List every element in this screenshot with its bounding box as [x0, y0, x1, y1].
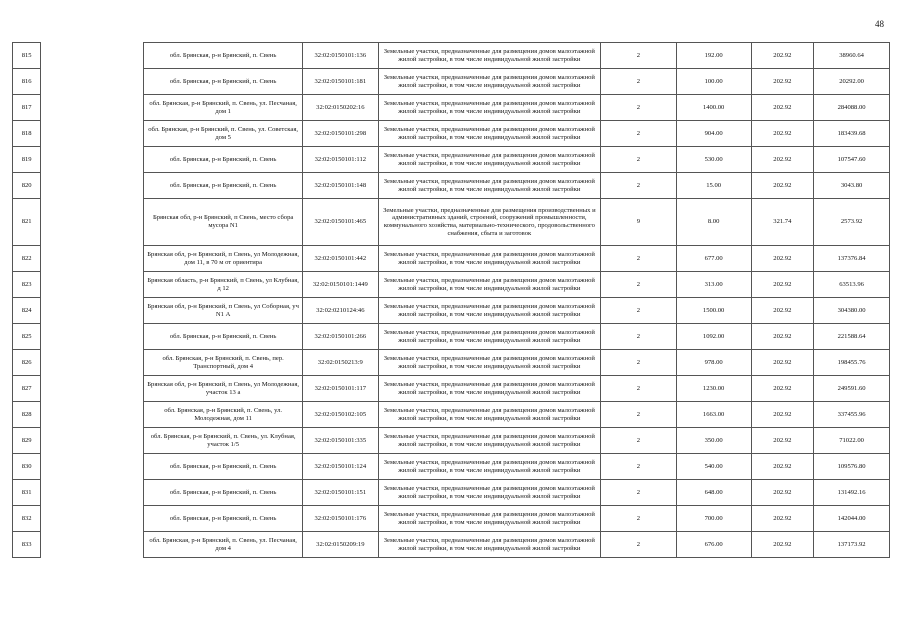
row-spacer-cell — [41, 506, 144, 532]
use-code-cell: 2 — [600, 454, 676, 480]
table-row — [13, 246, 890, 272]
rate-cell: 202.92 — [751, 532, 814, 558]
cadastral-number-cell: 32:02:0150101:298 — [302, 121, 378, 147]
address-cell: обл. Брянская, р-н Брянский, п. Свень — [144, 506, 303, 532]
row-number-cell: 828 — [13, 402, 41, 428]
table-row — [13, 350, 890, 376]
land-use-cell: Земельные участки, предназначенные для размещения домов малоэтажной жилой застройки, в том числе индивидуальной жилой застройки — [378, 147, 600, 173]
area-cell: 100.00 — [676, 69, 751, 95]
address-cell: Брянская обл, р-н Брянский, п Свень, ул Соборная, уч N1 А — [144, 298, 303, 324]
use-code-cell: 2 — [600, 43, 676, 69]
use-code-cell: 2 — [600, 298, 676, 324]
area-cell: 15.00 — [676, 173, 751, 199]
address-cell: обл. Брянская, р-н Брянский, п. Свень, ул. Молодежная, дом 11 — [144, 402, 303, 428]
area-cell: 1400.00 — [676, 95, 751, 121]
row-spacer-cell — [41, 428, 144, 454]
land-use-cell: Земельные участки, предназначенные для размещения домов малоэтажной жилой застройки, в том числе индивидуальной жилой застройки — [378, 324, 600, 350]
cadastral-value-cell: 183439.68 — [814, 121, 890, 147]
use-code-cell: 2 — [600, 95, 676, 121]
area-cell: 192.00 — [676, 43, 751, 69]
cadastral-value-cell: 63513.96 — [814, 272, 890, 298]
address-cell: обл. Брянская, р-н Брянский, п. Свень, ул. Песчаная, дом 4 — [144, 532, 303, 558]
address-cell: обл. Брянская, р-н Брянский, п. Свень, ул. Клубная, участок 1/5 — [144, 428, 303, 454]
cadastral-value-cell: 2573.92 — [814, 199, 890, 246]
use-code-cell: 2 — [600, 121, 676, 147]
row-number-cell: 832 — [13, 506, 41, 532]
use-code-cell: 9 — [600, 199, 676, 246]
cadastral-value-cell: 142044.00 — [814, 506, 890, 532]
address-cell: обл. Брянская, р-н Брянский, п. Свень — [144, 173, 303, 199]
rate-cell: 202.92 — [751, 376, 814, 402]
cadastral-number-cell: 32:02:0150101:442 — [302, 246, 378, 272]
table-row — [13, 298, 890, 324]
rate-cell: 202.92 — [751, 95, 814, 121]
cadastral-number-cell: 32:02:0150101:151 — [302, 480, 378, 506]
cadastral-number-cell: 32:02:0150101:335 — [302, 428, 378, 454]
rate-cell: 202.92 — [751, 246, 814, 272]
row-spacer-cell — [41, 324, 144, 350]
land-use-cell: Земельные участки, предназначенные для размещения домов малоэтажной жилой застройки, в том числе индивидуальной жилой застройки — [378, 350, 600, 376]
row-number-cell: 825 — [13, 324, 41, 350]
cadastral-number-cell: 32:02:0150101:124 — [302, 454, 378, 480]
rate-cell: 202.92 — [751, 69, 814, 95]
row-number-cell: 829 — [13, 428, 41, 454]
cadastral-value-cell: 304380.00 — [814, 298, 890, 324]
land-use-cell: Земельные участки, предназначенные для размещения домов малоэтажной жилой застройки, в том числе индивидуальной жилой застройки — [378, 43, 600, 69]
row-number-cell: 824 — [13, 298, 41, 324]
use-code-cell: 2 — [600, 272, 676, 298]
row-spacer-cell — [41, 272, 144, 298]
cadastral-value-cell: 38960.64 — [814, 43, 890, 69]
table-row — [13, 147, 890, 173]
row-number-cell: 820 — [13, 173, 41, 199]
cadastral-number-cell: 32:02:0150101:266 — [302, 324, 378, 350]
land-use-cell: Земельные участки, предназначенные для размещения домов малоэтажной жилой застройки, в том числе индивидуальной жилой застройки — [378, 173, 600, 199]
use-code-cell: 2 — [600, 532, 676, 558]
row-number-cell: 821 — [13, 199, 41, 246]
row-number-cell: 822 — [13, 246, 41, 272]
table-row — [13, 272, 890, 298]
area-cell: 540.00 — [676, 454, 751, 480]
area-cell: 8.00 — [676, 199, 751, 246]
row-spacer-cell — [41, 147, 144, 173]
rate-cell: 202.92 — [751, 454, 814, 480]
row-spacer-cell — [41, 402, 144, 428]
table-row — [13, 121, 890, 147]
cadastral-value-cell: 71022.00 — [814, 428, 890, 454]
row-number-cell: 816 — [13, 69, 41, 95]
rate-cell: 202.92 — [751, 480, 814, 506]
row-number-cell: 817 — [13, 95, 41, 121]
address-cell: обл. Брянская, р-н Брянский, п. Свень, пер. Транспортный, дом 4 — [144, 350, 303, 376]
rate-cell: 202.92 — [751, 173, 814, 199]
table-row — [13, 480, 890, 506]
land-use-cell: Земельные участки, предназначенные для размещения домов малоэтажной жилой застройки, в том числе индивидуальной жилой застройки — [378, 246, 600, 272]
cadastral-number-cell: 32:02:0150202:16 — [302, 95, 378, 121]
land-use-cell: Земельные участки, предназначенные для размещения домов малоэтажной жилой застройки, в том числе индивидуальной жилой застройки — [378, 402, 600, 428]
cadastral-number-cell: 32:02:0150101:176 — [302, 506, 378, 532]
cadastral-value-cell: 3043.80 — [814, 173, 890, 199]
use-code-cell: 2 — [600, 147, 676, 173]
cadastral-number-cell: 32:02:0150101:136 — [302, 43, 378, 69]
row-spacer-cell — [41, 376, 144, 402]
cadastral-number-cell: 32:02:0150209:19 — [302, 532, 378, 558]
use-code-cell: 2 — [600, 402, 676, 428]
table-row — [13, 506, 890, 532]
row-spacer-cell — [41, 480, 144, 506]
cadastral-value-cell: 137376.84 — [814, 246, 890, 272]
land-use-cell: Земельные участки, предназначенные для размещения домов малоэтажной жилой застройки, в том числе индивидуальной жилой застройки — [378, 121, 600, 147]
rate-cell: 202.92 — [751, 147, 814, 173]
table-row — [13, 43, 890, 69]
land-use-cell: Земельные участки, предназначенные для размещения домов малоэтажной жилой застройки, в том числе индивидуальной жилой застройки — [378, 272, 600, 298]
row-spacer-cell — [41, 298, 144, 324]
cadastral-value-cell: 337455.96 — [814, 402, 890, 428]
address-cell: Брянская обл, р-н Брянский, п Свень, место сбора мусора N1 — [144, 199, 303, 246]
use-code-cell: 2 — [600, 428, 676, 454]
cadastral-value-cell: 109576.80 — [814, 454, 890, 480]
row-number-cell: 818 — [13, 121, 41, 147]
table-row — [13, 454, 890, 480]
cadastral-number-cell: 32:02:0150101:1449 — [302, 272, 378, 298]
cadastral-number-cell: 32:02:0150101:117 — [302, 376, 378, 402]
row-spacer-cell — [41, 43, 144, 69]
table-row — [13, 532, 890, 558]
cadastral-value-cell: 284088.00 — [814, 95, 890, 121]
area-cell: 1092.00 — [676, 324, 751, 350]
area-cell: 1663.00 — [676, 402, 751, 428]
row-number-cell: 826 — [13, 350, 41, 376]
rate-cell: 202.92 — [751, 272, 814, 298]
page-number: 48 — [875, 19, 884, 29]
rate-cell: 202.92 — [751, 43, 814, 69]
cadastral-number-cell: 32:02:0150101:465 — [302, 199, 378, 246]
land-use-cell: Земельные участки, предназначенные для размещения домов малоэтажной жилой застройки, в том числе индивидуальной жилой застройки — [378, 95, 600, 121]
area-cell: 978.00 — [676, 350, 751, 376]
row-number-cell: 827 — [13, 376, 41, 402]
address-cell: обл. Брянская, р-н Брянский, п. Свень, ул. Песчаная, дом 1 — [144, 95, 303, 121]
area-cell: 700.00 — [676, 506, 751, 532]
row-spacer-cell — [41, 199, 144, 246]
rate-cell: 202.92 — [751, 121, 814, 147]
cadastral-value-cell: 221588.64 — [814, 324, 890, 350]
land-use-cell: Земельные участки, предназначенные для размещения домов малоэтажной жилой застройки, в том числе индивидуальной жилой застройки — [378, 428, 600, 454]
address-cell: Брянская обл, р-н Брянский, п Свень, ул Молодежная, дом 11, в 70 м от ориентира — [144, 246, 303, 272]
table-row — [13, 199, 890, 246]
area-cell: 1500.00 — [676, 298, 751, 324]
area-cell: 904.00 — [676, 121, 751, 147]
address-cell: обл. Брянская, р-н Брянский, п. Свень — [144, 454, 303, 480]
land-use-cell: Земельные участки, предназначенные для размещения домов малоэтажной жилой застройки, в том числе индивидуальной жилой застройки — [378, 376, 600, 402]
row-spacer-cell — [41, 95, 144, 121]
rate-cell: 202.92 — [751, 402, 814, 428]
cadastral-value-cell: 20292.00 — [814, 69, 890, 95]
row-spacer-cell — [41, 454, 144, 480]
area-cell: 676.00 — [676, 532, 751, 558]
table-row — [13, 324, 890, 350]
use-code-cell: 2 — [600, 506, 676, 532]
use-code-cell: 2 — [600, 69, 676, 95]
use-code-cell: 2 — [600, 350, 676, 376]
table-row — [13, 173, 890, 199]
row-number-cell: 830 — [13, 454, 41, 480]
land-plots-table — [12, 42, 890, 558]
cadastral-value-cell: 107547.60 — [814, 147, 890, 173]
cadastral-value-cell: 198455.76 — [814, 350, 890, 376]
table-row — [13, 376, 890, 402]
cadastral-number-cell: 32:02:0150101:148 — [302, 173, 378, 199]
cadastral-number-cell: 32:02:0150101:112 — [302, 147, 378, 173]
rate-cell: 202.92 — [751, 428, 814, 454]
land-use-cell: Земельные участки, предназначенные для размещения домов малоэтажной жилой застройки, в том числе индивидуальной жилой застройки — [378, 480, 600, 506]
land-use-cell: Земельные участки, предназначенные для размещения домов малоэтажной жилой застройки, в том числе индивидуальной жилой застройки — [378, 532, 600, 558]
land-use-cell: Земельные участки, предназначенные для размещения производственных и административных зданий, строений, сооружений промышленности, коммунального хозяйства, материально-технического, продовольственного снабжения, сбыта и заготовок — [378, 199, 600, 246]
table-row — [13, 428, 890, 454]
address-cell: обл. Брянская, р-н Брянский, п. Свень — [144, 69, 303, 95]
use-code-cell: 2 — [600, 324, 676, 350]
land-use-cell: Земельные участки, предназначенные для размещения домов малоэтажной жилой застройки, в том числе индивидуальной жилой застройки — [378, 454, 600, 480]
address-cell: обл. Брянская, р-н Брянский, п. Свень — [144, 324, 303, 350]
address-cell: обл. Брянская, р-н Брянский, п. Свень, ул. Советская, дом 5 — [144, 121, 303, 147]
row-number-cell: 815 — [13, 43, 41, 69]
land-use-cell: Земельные участки, предназначенные для размещения домов малоэтажной жилой застройки, в том числе индивидуальной жилой застройки — [378, 298, 600, 324]
use-code-cell: 2 — [600, 376, 676, 402]
row-number-cell: 833 — [13, 532, 41, 558]
cadastral-value-cell: 131492.16 — [814, 480, 890, 506]
cadastral-number-cell: 32:02:0210124:46 — [302, 298, 378, 324]
row-spacer-cell — [41, 69, 144, 95]
row-number-cell: 819 — [13, 147, 41, 173]
cadastral-number-cell: 32:02:0150102:105 — [302, 402, 378, 428]
area-cell: 648.00 — [676, 480, 751, 506]
area-cell: 677.00 — [676, 246, 751, 272]
area-cell: 350.00 — [676, 428, 751, 454]
row-spacer-cell — [41, 350, 144, 376]
area-cell: 1230.00 — [676, 376, 751, 402]
table-row — [13, 95, 890, 121]
address-cell: Брянская обл, р-н Брянский, п Свень, ул Молодежная, участок 13 а — [144, 376, 303, 402]
cadastral-value-cell: 249591.60 — [814, 376, 890, 402]
rate-cell: 202.92 — [751, 506, 814, 532]
row-spacer-cell — [41, 173, 144, 199]
rate-cell: 321.74 — [751, 199, 814, 246]
row-spacer-cell — [41, 121, 144, 147]
row-number-cell: 823 — [13, 272, 41, 298]
cadastral-number-cell: 32:02:0150101:181 — [302, 69, 378, 95]
address-cell: обл. Брянская, р-н Брянский, п. Свень — [144, 480, 303, 506]
area-cell: 530.00 — [676, 147, 751, 173]
rate-cell: 202.92 — [751, 350, 814, 376]
rate-cell: 202.92 — [751, 298, 814, 324]
table-row — [13, 402, 890, 428]
use-code-cell: 2 — [600, 173, 676, 199]
use-code-cell: 2 — [600, 480, 676, 506]
row-spacer-cell — [41, 532, 144, 558]
row-spacer-cell — [41, 246, 144, 272]
rate-cell: 202.92 — [751, 324, 814, 350]
address-cell: обл. Брянская, р-н Брянский, п. Свень — [144, 43, 303, 69]
table-row — [13, 69, 890, 95]
cadastral-value-cell: 137173.92 — [814, 532, 890, 558]
use-code-cell: 2 — [600, 246, 676, 272]
area-cell: 313.00 — [676, 272, 751, 298]
address-cell: обл. Брянская, р-н Брянский, п. Свень — [144, 147, 303, 173]
address-cell: Брянская область, р-н Брянский, п Свень, ул Клубная, д 12 — [144, 272, 303, 298]
land-use-cell: Земельные участки, предназначенные для размещения домов малоэтажной жилой застройки, в том числе индивидуальной жилой застройки — [378, 506, 600, 532]
land-use-cell: Земельные участки, предназначенные для размещения домов малоэтажной жилой застройки, в том числе индивидуальной жилой застройки — [378, 69, 600, 95]
cadastral-number-cell: 32:02:0150213:9 — [302, 350, 378, 376]
row-number-cell: 831 — [13, 480, 41, 506]
